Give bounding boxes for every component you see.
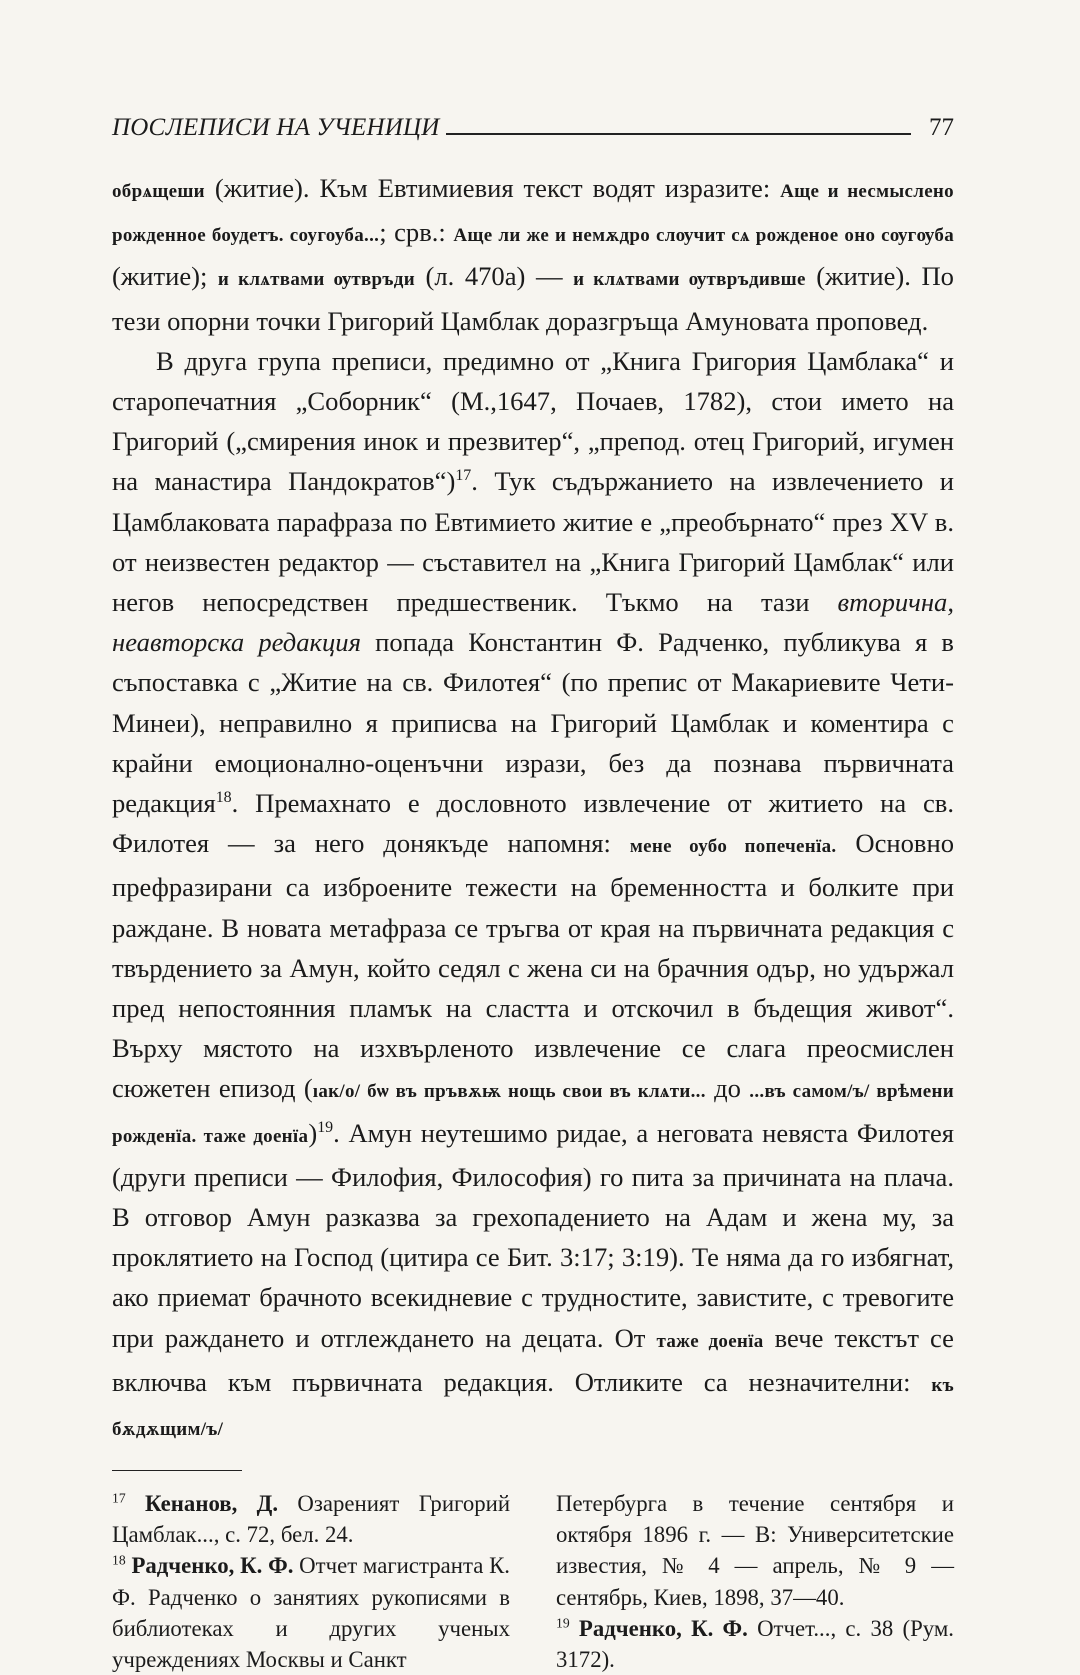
text-run: вече текстът се включва към първичната редакция. Отликите са незначителни: (112, 1322, 954, 1397)
main-text (112, 168, 954, 1450)
footnote-19 (556, 1613, 954, 1675)
church-slavonic-quote: тажe доенїа (656, 1330, 764, 1352)
text-run: Отчет магистранта К. Ф. Радченко о занятиях рукописями в библиотеках и других ученых учреждениях Москвы и Санкт (112, 1553, 510, 1673)
footnote-rule (112, 1470, 242, 1471)
text-run: ; срв.: (379, 217, 454, 248)
text-run: . Амун неутешимо ридае, а неговата невяста Филотея (други преписи — Филофия, Философия) го пита за причината на плача. В отговор Амун разказва за грехопадението на Адам и жена му, за проклятието на Господ (цитира се Бит. 3:17; 3:19). Те няма да го избягнат, ако приемат брачното всекидневие с трудностите, завистите, с тревогите при раждането и отглеждането на децата. От (112, 1117, 954, 1353)
text-run: Основно префразирани са изброените тежести на бременността и болките при раждане. В новата метафраза се тръгва от края на първичната редакция с твърдението за Амун, който седял с жена си на брачния одър, но удържал пред непостоянния пламък на сластта и отскочил в бъдещия живот“. Върху мястото на изхвърленото извлечение се слага преосмислен сюжетен епизод ( (112, 828, 954, 1104)
paragraph-2 (112, 341, 954, 1450)
text-run: . Премахнато е дословното извлечение от житието на св. Филотея — за него донякъде напомня: (112, 788, 954, 859)
footnote-ref: 19 (556, 1615, 570, 1631)
church-slavonic-quote: Аще и несмыслено рожденное боудетъ. соугоуба... (112, 181, 954, 247)
text-run: до (705, 1073, 750, 1104)
text-run: Озареният Григорий Цамблак..., с. 72, бел. 24. (112, 1491, 511, 1548)
author-name: Радченко, К. Ф. (578, 1615, 748, 1641)
italic-run: вторична, неавторска редакция (112, 587, 954, 658)
footnote-18-continued (556, 1488, 954, 1613)
running-header (112, 102, 954, 142)
footnote-ref: 18 (215, 789, 232, 807)
footnote-column-right (556, 1488, 954, 1675)
footnote-ref: 18 (112, 1552, 126, 1568)
church-slavonic-quote: и клѧтвами ѹтвръди (217, 269, 415, 291)
text-run: В друга група преписи, предимно от „Книга Григория Цамблака“ и старопечатния „Соборник“ (М.,1647, Почаев, 1782), стои името на Григорий („смирения инок и презвитер“, „препод. отец Григорий, игумен на манастира Пандократов“) (112, 345, 954, 497)
footnote-column-left (112, 1488, 510, 1675)
text-run (126, 1491, 145, 1516)
author-name: Радченко, К. Ф. (131, 1553, 294, 1579)
text-run: Петербурга в течение сентября и октября 1896 г. — В: Университетские известия, № 4 — апрель, № 9 — сентябрь, Киев, 1898, 37—40. (556, 1491, 954, 1610)
church-slavonic-quote: обрѧщеши (112, 181, 205, 202)
church-slavonic-quote: ...въ самом/ъ/ врѣмени рожденїа. тажe доенїа (112, 1081, 954, 1147)
church-slavonic-quote: мене оубо попеченїа. (629, 836, 837, 858)
footnote-ref: 19 (317, 1118, 334, 1136)
text-run: . Тук съдържанието на извлечението и Цамблаковата парафраза по Евтимието житие е „преобърнато“ през XV в. от неизвестен редактор — съставител на „Книга Григорий Цамблак“ или негов непосредствен предшественик. Тъкмо на тази (112, 466, 954, 618)
text-run: (л. 470а) — (414, 261, 574, 292)
text-run (570, 1616, 579, 1641)
footnote-ref: 17 (455, 467, 472, 485)
footnote-18 (112, 1550, 510, 1675)
footnotes (112, 1488, 954, 1675)
author-name: Кенанов, Д. (145, 1491, 279, 1516)
footnote-17 (112, 1488, 510, 1550)
page-number: 77 (929, 114, 954, 141)
text-run: (житие). Към Евтимиевия текст водят изразите: (204, 173, 781, 203)
church-slavonic-quote: ıак/о/ бѡ въ пръвѫѭ нощь свои въ клѧти... (312, 1081, 706, 1103)
text-run: (житие); (112, 261, 218, 292)
text-run: Отчет..., с. 38 (Рум. 3172). (556, 1615, 955, 1673)
text-run: (житие). По тези опорни точки Григорий Цамблак доразгръща Амуновата проповед. (112, 261, 954, 336)
text-run: попада Константин Ф. Радченко, публикува я в съпоставка с „Житие на св. Филотея“ (по препис от Макариевите Чети-Минеи), неправилно я приписва на Григорий Цамблак и коментира с крайни емоционално-оценъчни изрази, без да познава първичната редакция (112, 627, 954, 819)
running-title: ПОСЛЕПИСИ НА УЧЕНИЦИ (112, 114, 440, 141)
header-rule (446, 133, 912, 135)
church-slavonic-quote: Аще ли же и немѫдро слѹчит сѧ рожденое оно сѹгѹба (453, 225, 954, 247)
text-run: ) (308, 1117, 318, 1148)
church-slavonic-quote: къ бѫдѫщим/ъ/ (112, 1374, 954, 1441)
church-slavonic-quote: и клѧтвами ѹтвръдивше (573, 269, 806, 291)
paragraph-1 (112, 168, 954, 341)
footnote-ref: 17 (112, 1490, 126, 1506)
